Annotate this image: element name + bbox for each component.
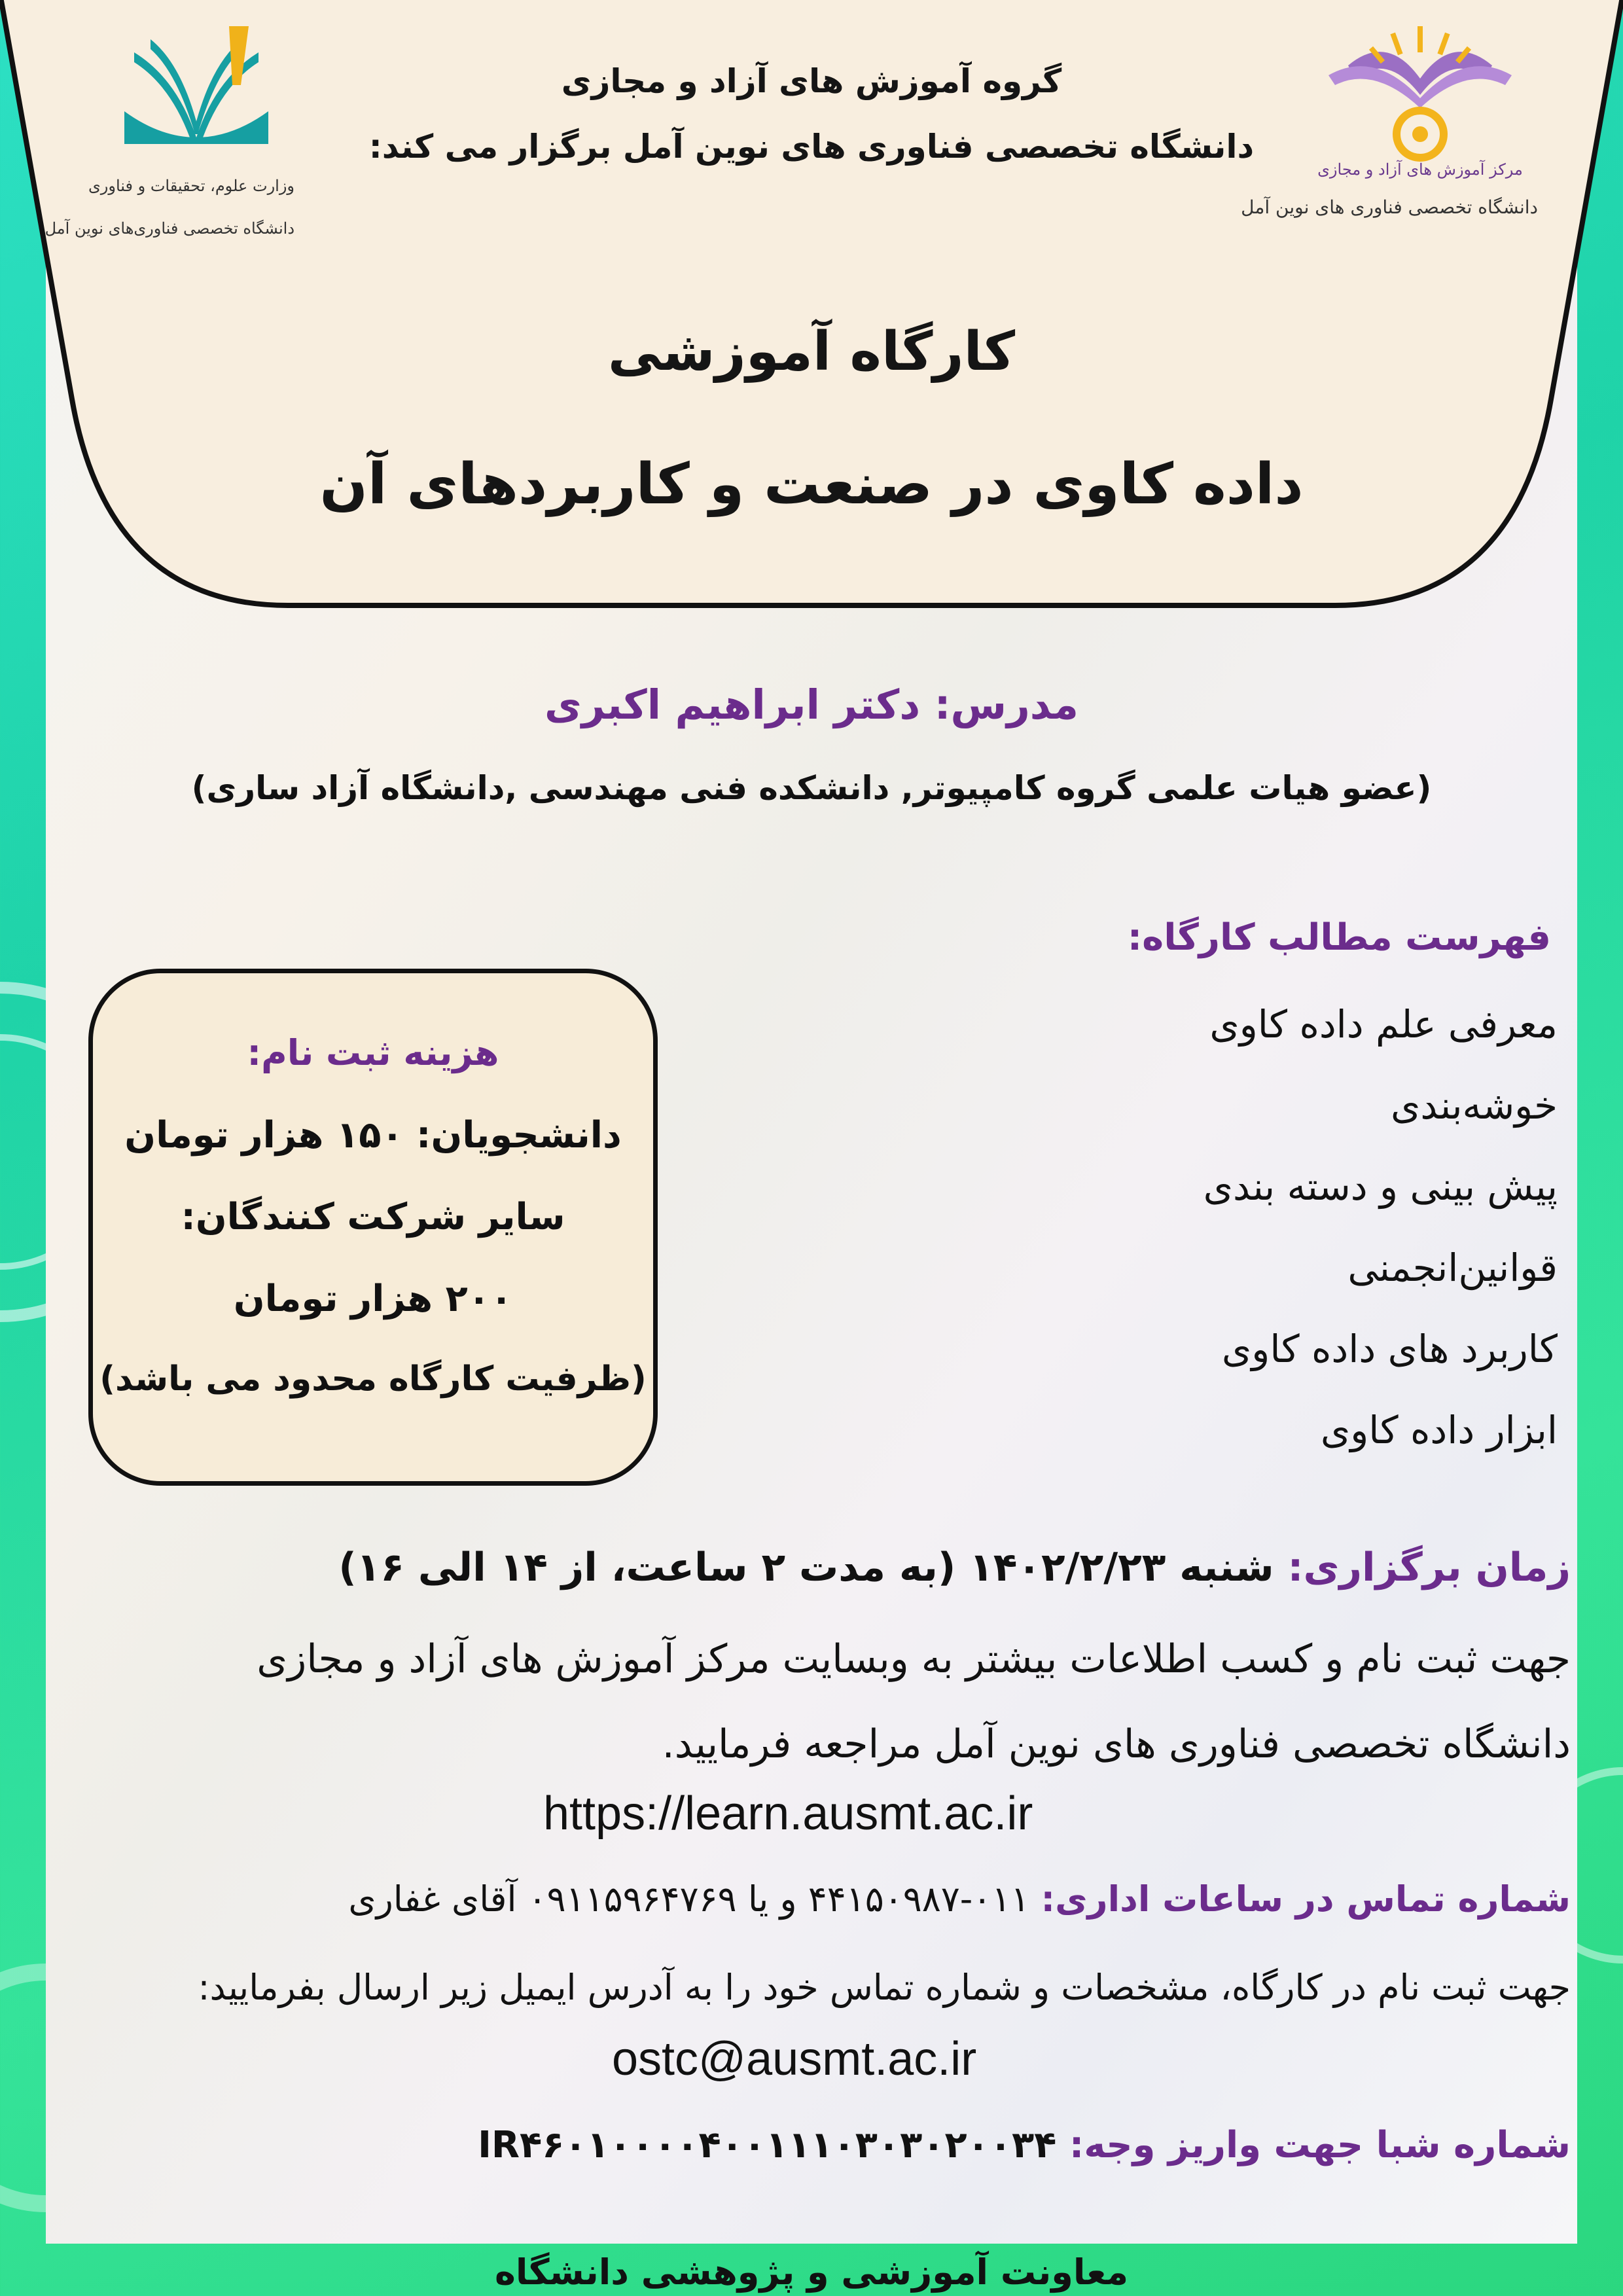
university-caption: دانشگاه تخصصی فناوری‌های نوین آمل — [45, 219, 294, 238]
topics-list — [1204, 995, 1558, 1482]
list-item: معرفی علم داده کاوی — [1209, 1002, 1558, 1047]
ministry-caption: وزارت علوم، تحقیقات و فناوری — [88, 177, 294, 195]
ostc-logo-caption: مرکز آموزش های آزاد و مجازی — [1317, 160, 1523, 179]
list-item: کاربرد های داده کاوی — [1221, 1327, 1558, 1371]
registration-fee-box — [88, 969, 658, 1486]
organizer-line-2: دانشگاه تخصصی فناوری های نوین آمل برگزار می کند: — [368, 128, 1255, 166]
schedule-line — [338, 1545, 1571, 1590]
list-item: قوانین‌انجمنی — [1347, 1246, 1558, 1290]
payment-label: شماره شبا جهت واریز وجه: — [1069, 2124, 1571, 2166]
contact-line — [348, 1878, 1571, 1920]
instructor-name: دکتر ابراهیم اکبری — [544, 681, 921, 728]
fee-students: دانشجویان: ۱۵۰ هزار تومان — [124, 1114, 622, 1157]
organizer-line-1: گروه آموزش های آزاد و مجازی — [561, 62, 1062, 100]
capacity-note: (ظرفیت کارگاه محدود می باشد) — [99, 1359, 647, 1399]
contact-label: شماره تماس در ساعات اداری: — [1041, 1878, 1571, 1920]
schedule-label: زمان برگزاری: — [1287, 1545, 1571, 1590]
contact-phone: ۰۱۱-۴۴۱۵۰۹۸۷ و یا ۰۹۱۱۵۹۶۴۷۶۹ آقای غفاری — [348, 1878, 1030, 1920]
workshop-title: داده کاوی در صنعت و کاربردهای آن — [319, 452, 1304, 517]
payment-line — [478, 2124, 1571, 2166]
website-link[interactable]: https://learn.ausmt.ac.ir — [543, 1787, 1033, 1840]
registration-text-2: دانشگاه تخصصی فناوری های نوین آمل مراجعه فرمایید. — [662, 1721, 1571, 1767]
workshop-label: کارگاه آموزشی — [607, 321, 1016, 383]
registration-text-1: جهت ثبت نام و کسب اطلاعات بیشتر به وبسایت مرکز آموزش های آزاد و مجازی — [257, 1636, 1571, 1682]
fee-others-amount: ۲۰۰ هزار تومان — [233, 1278, 513, 1320]
email-link[interactable]: ostc@ausmt.ac.ir — [612, 2033, 977, 2085]
list-item: پیش بینی و دسته بندی — [1203, 1164, 1558, 1209]
schedule-value: شنبه ۱۴۰۲/۲/۲۳ (به مدت ۲ ساعت، از ۱۴ الی ۱۶) — [338, 1545, 1274, 1590]
list-item: ابزار داده کاوی — [1320, 1408, 1558, 1452]
ostc-logo-subcaption: دانشگاه تخصصی فناوری های نوین آمل — [1241, 196, 1538, 218]
payment-iban: IR۴۶۰۱۰۰۰۰۴۰۰۱۱۱۰۳۰۳۰۲۰۰۳۴ — [478, 2124, 1057, 2166]
instructor-affiliation: (عضو هیات علمی گروه کامپیوتر, دانشکده فنی مهندسی ,دانشگاه آزاد ساری) — [191, 769, 1432, 807]
list-item: خوشه‌بندی — [1391, 1083, 1558, 1128]
instructor-label: مدرس: — [934, 681, 1079, 728]
fee-heading: هزینه ثبت نام: — [247, 1032, 499, 1073]
footer-text: معاونت آموزشی و پژوهشی دانشگاه — [494, 2251, 1129, 2293]
fee-others-label: سایر شرکت کنندگان: — [181, 1196, 565, 1238]
email-instructions: جهت ثبت نام در کارگاه، مشخصات و شماره تماس خود را به آدرس ایمیل زیر ارسال بفرمایید: — [198, 1967, 1571, 2008]
topics-heading: فهرست مطالب کارگاه: — [1127, 916, 1551, 959]
instructor-line — [0, 681, 1623, 728]
